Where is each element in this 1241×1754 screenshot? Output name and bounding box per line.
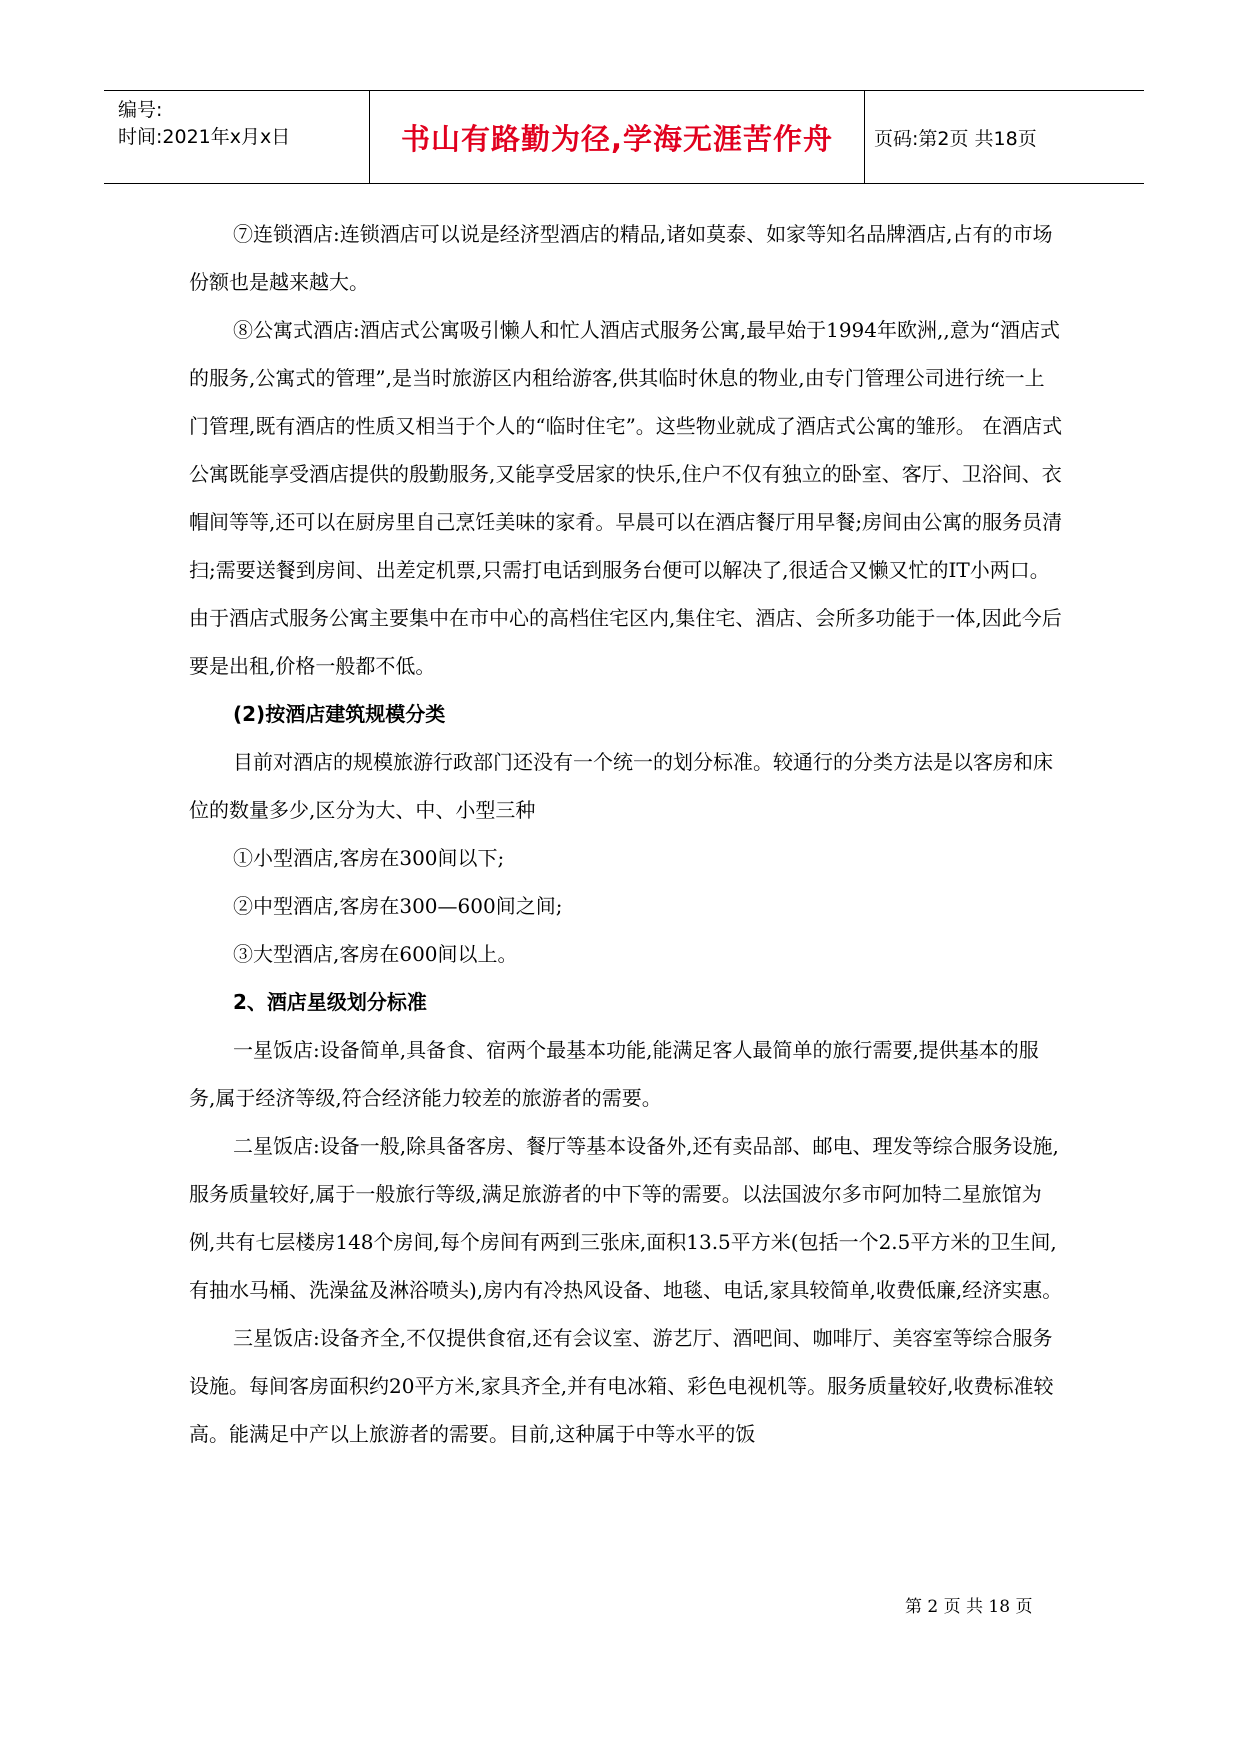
header-info <box>118 97 368 151</box>
paragraph: ⑧公寓式酒店:酒店式公寓吸引懒人和忙人酒店式服务公寓,最早始于1994年欧洲,,意为“酒店式的服务,公寓式的管理”,是当时旅游区内租给游客,供其临时休息的物业,由专门管理公司进行统一上门管理,既有酒店的性质又相当于个人的“临时住宅”。这些物业就成了酒店式公寓的雏形。 在酒店式公寓既能享受酒店提供的殷勤服务,又能享受居家的快乐,住户不仅有独立的卧室、客厅、卫浴间、衣帽间等等,还可以在厨房里自己烹饪美味的家肴。早晨可以在酒店餐厅用早餐;房间由公寓的服务员清扫;需要送餐到房间、出差定机票,只需打电话到服务台便可以解决了,很适合又懒又忙的IT小两口。由于酒店式服务公寓主要集中在市中心的高档住宅区内,集住宅、酒店、会所多功能于一体,因此今后要是出租,价格一般都不低。 <box>189 318 1063 678</box>
section-heading: 2、酒店星级划分标准 <box>233 990 427 1014</box>
list-item: ③大型酒店,客房在600间以上。 <box>233 942 518 966</box>
header-motto: 书山有路勤为径,学海无涯苦作舟 <box>369 91 865 183</box>
header-page-number: 页码:第2页 共18页 <box>874 127 1037 150</box>
paragraph: 一星饭店:设备简单,具备食、宿两个最基本功能,能满足客人最简单的旅行需要,提供基本的服务,属于经济等级,符合经济能力较差的旅游者的需要。 <box>189 1038 1039 1110</box>
paragraph: ⑦连锁酒店:连锁酒店可以说是经济型酒店的精品,诸如莫泰、如家等知名品牌酒店,占有的市场份额也是越来越大。 <box>189 222 1053 294</box>
document-body <box>189 210 1064 1458</box>
header-number: 编号: <box>118 99 163 121</box>
section-heading: (2)按酒店建筑规模分类 <box>233 702 446 726</box>
paragraph: 二星饭店:设备一般,除具备客房、餐厅等基本设备外,还有卖品部、邮电、理发等综合服务设施,服务质量较好,属于一般旅行等级,满足旅游者的中下等的需要。以法国波尔多市阿加特二星旅馆为例,共有七层楼房148个房间,每个房间有两到三张床,面积13.5平方米(包括一个2.5平方米的卫生间,有抽水马桶、洗澡盆及淋浴喷头),房内有冷热风设备、地毯、电话,家具较简单,收费低廉,经济实惠。 <box>189 1134 1063 1302</box>
page-footer: 第 2 页 共 18 页 <box>905 1597 1033 1617</box>
paragraph: 目前对酒店的规模旅游行政部门还没有一个统一的划分标准。较通行的分类方法是以客房和床位的数量多少,区分为大、中、小型三种 <box>189 750 1053 822</box>
list-item: ②中型酒店,客房在300—600间之间; <box>233 894 563 918</box>
paragraph: 三星饭店:设备齐全,不仅提供食宿,还有会议室、游艺厅、酒吧间、咖啡厅、美容室等综合服务设施。每间客房面积约20平方米,家具齐全,并有电冰箱、彩色电视机等。服务质量较好,收费标准较高。能满足中产以上旅游者的需要。目前,这种属于中等水平的饭 <box>189 1326 1054 1446</box>
page-header <box>104 90 1144 184</box>
header-time: 时间:2021年x月x日 <box>118 126 291 148</box>
list-item: ①小型酒店,客房在300间以下; <box>233 846 505 870</box>
